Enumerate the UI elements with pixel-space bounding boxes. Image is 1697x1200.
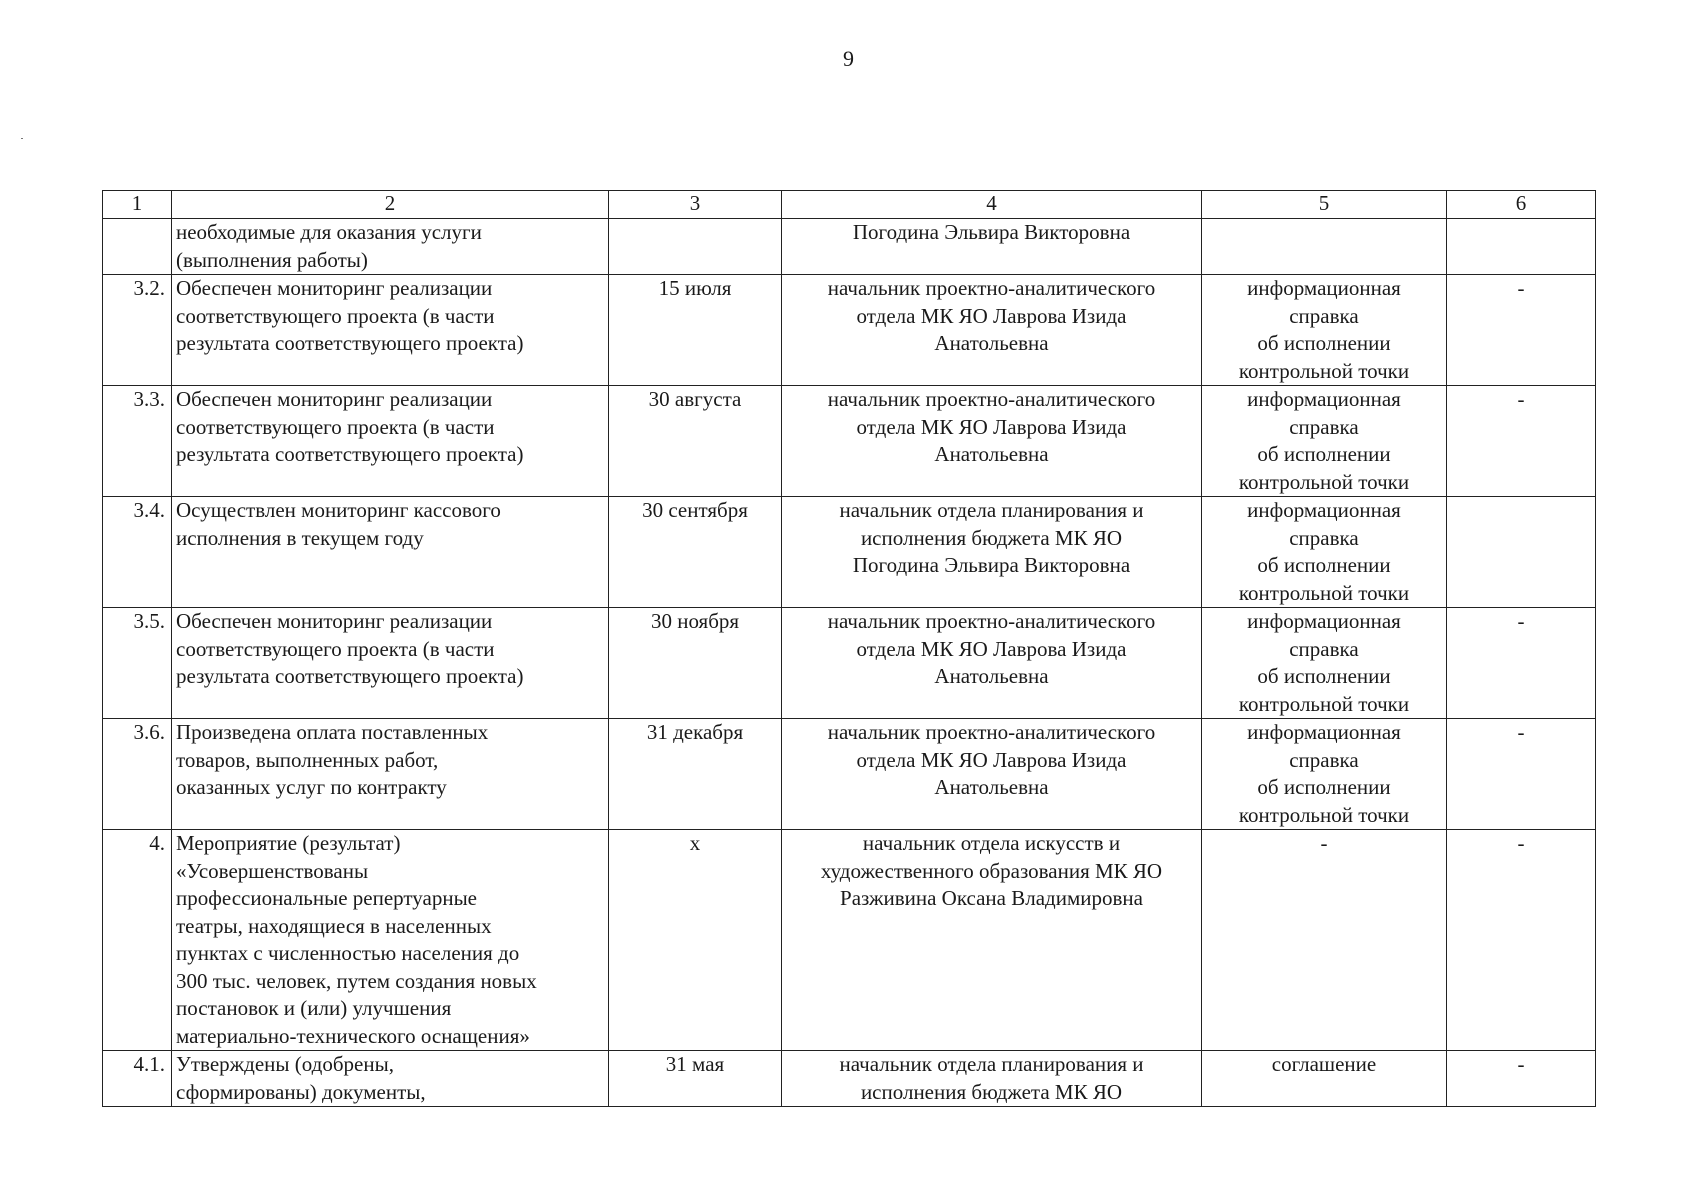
row-description (172, 830, 609, 1051)
row-responsible-text: Погодина Эльвира Викторовна (852, 220, 1131, 244)
row-responsible-text: начальник проектно-аналитического отдела МК ЯО Лаврова Изида Анатольевна (827, 387, 1156, 466)
row-note: - (1447, 608, 1596, 719)
row-responsible (782, 830, 1202, 1051)
column-header: 1 (103, 191, 172, 219)
row-responsible-text: начальник проектно-аналитического отдела МК ЯО Лаврова Изида Анатольевна (827, 720, 1156, 799)
row-deadline: 30 сентября (609, 497, 782, 608)
row-document (1202, 719, 1447, 830)
column-header: 4 (782, 191, 1202, 219)
row-responsible (782, 1051, 1202, 1107)
row-description-text: необходимые для оказания услуги (выполнения работы) (176, 220, 482, 272)
page-number: 9 (843, 46, 854, 71)
row-description-text: Произведена оплата поставленных товаров, выполненных работ, оказанных услуг по контракту (176, 720, 489, 799)
column-header: 6 (1447, 191, 1596, 219)
row-number: 3.5. (103, 608, 172, 719)
row-description (172, 219, 609, 275)
row-note: - (1447, 719, 1596, 830)
row-description (172, 497, 609, 608)
plan-table (102, 190, 1596, 1107)
row-document-text: информационная справка об исполнении контрольной точки (1238, 276, 1410, 383)
row-note: - (1447, 830, 1596, 1051)
table-row (103, 830, 1596, 1051)
row-description (172, 1051, 609, 1107)
row-description-text: Обеспечен мониторинг реализации соответствующего проекта (в части результата соответствующего проекта) (176, 387, 524, 466)
table-row (103, 275, 1596, 386)
row-note: - (1447, 1051, 1596, 1107)
row-document (1202, 830, 1447, 1051)
row-responsible-text: начальник отдела планирования и исполнения бюджета МК ЯО Погодина Эльвира Викторовна (839, 498, 1144, 577)
table-row (103, 719, 1596, 830)
row-responsible (782, 275, 1202, 386)
row-number: 4. (103, 830, 172, 1051)
row-responsible (782, 386, 1202, 497)
column-header: 2 (172, 191, 609, 219)
row-description-text: Мероприятие (результат) «Усовершенствованы профессиональные репертуарные театры, находящиеся в населенных пунктах с численностью населения до 300 тыс. человек, путем создания новых постановок и (или) улучшения материально-технического оснащения» (176, 831, 537, 1048)
row-deadline: 31 декабря (609, 719, 782, 830)
row-deadline: 15 июля (609, 275, 782, 386)
table-row (103, 386, 1596, 497)
row-deadline: 30 ноября (609, 608, 782, 719)
row-description-text: Обеспечен мониторинг реализации соответствующего проекта (в части результата соответствующего проекта) (176, 609, 524, 688)
row-document (1202, 386, 1447, 497)
row-deadline: 31 мая (609, 1051, 782, 1107)
row-document-text: информационная справка об исполнении контрольной точки (1238, 609, 1410, 716)
row-number: 3.2. (103, 275, 172, 386)
table-row (103, 219, 1596, 275)
row-note (1447, 219, 1596, 275)
scan-artifact (21, 138, 23, 139)
row-document (1202, 497, 1447, 608)
row-note: - (1447, 386, 1596, 497)
row-deadline (609, 219, 782, 275)
row-deadline: х (609, 830, 782, 1051)
row-responsible-text: начальник проектно-аналитического отдела МК ЯО Лаврова Изида Анатольевна (827, 609, 1156, 688)
row-deadline: 30 августа (609, 386, 782, 497)
header-row (103, 191, 1596, 219)
row-responsible-text: начальник отдела планирования и исполнения бюджета МК ЯО (839, 1052, 1144, 1104)
column-header: 3 (609, 191, 782, 219)
row-note (1447, 497, 1596, 608)
row-number: 4.1. (103, 1051, 172, 1107)
row-responsible (782, 719, 1202, 830)
row-document (1202, 219, 1447, 275)
row-responsible-text: начальник проектно-аналитического отдела МК ЯО Лаврова Изида Анатольевна (827, 276, 1156, 355)
row-document-text: соглашение (1271, 1052, 1377, 1076)
row-description (172, 608, 609, 719)
table-row (103, 497, 1596, 608)
row-responsible-text: начальник отдела искусств и художественного образования МК ЯО Разживина Оксана Владимировна (820, 831, 1163, 910)
row-note: - (1447, 275, 1596, 386)
row-document-text: информационная справка об исполнении контрольной точки (1238, 498, 1410, 605)
row-document (1202, 275, 1447, 386)
column-header: 5 (1202, 191, 1447, 219)
table-row (103, 1051, 1596, 1107)
row-description (172, 275, 609, 386)
row-responsible (782, 497, 1202, 608)
row-document-text: информационная справка об исполнении контрольной точки (1238, 387, 1410, 494)
row-responsible (782, 219, 1202, 275)
row-number: 3.4. (103, 497, 172, 608)
row-number: 3.6. (103, 719, 172, 830)
row-document (1202, 1051, 1447, 1107)
row-document (1202, 608, 1447, 719)
row-responsible (782, 608, 1202, 719)
row-number: 3.3. (103, 386, 172, 497)
row-description-text: Осуществлен мониторинг кассового исполнения в текущем году (176, 498, 501, 550)
row-document-text: - (1320, 831, 1328, 855)
row-number (103, 219, 172, 275)
row-description (172, 719, 609, 830)
row-description-text: Обеспечен мониторинг реализации соответствующего проекта (в части результата соответствующего проекта) (176, 276, 524, 355)
row-description-text: Утверждены (одобрены, сформированы) документы, (176, 1052, 426, 1104)
row-description (172, 386, 609, 497)
table-row (103, 608, 1596, 719)
row-document-text: информационная справка об исполнении контрольной точки (1238, 720, 1410, 827)
